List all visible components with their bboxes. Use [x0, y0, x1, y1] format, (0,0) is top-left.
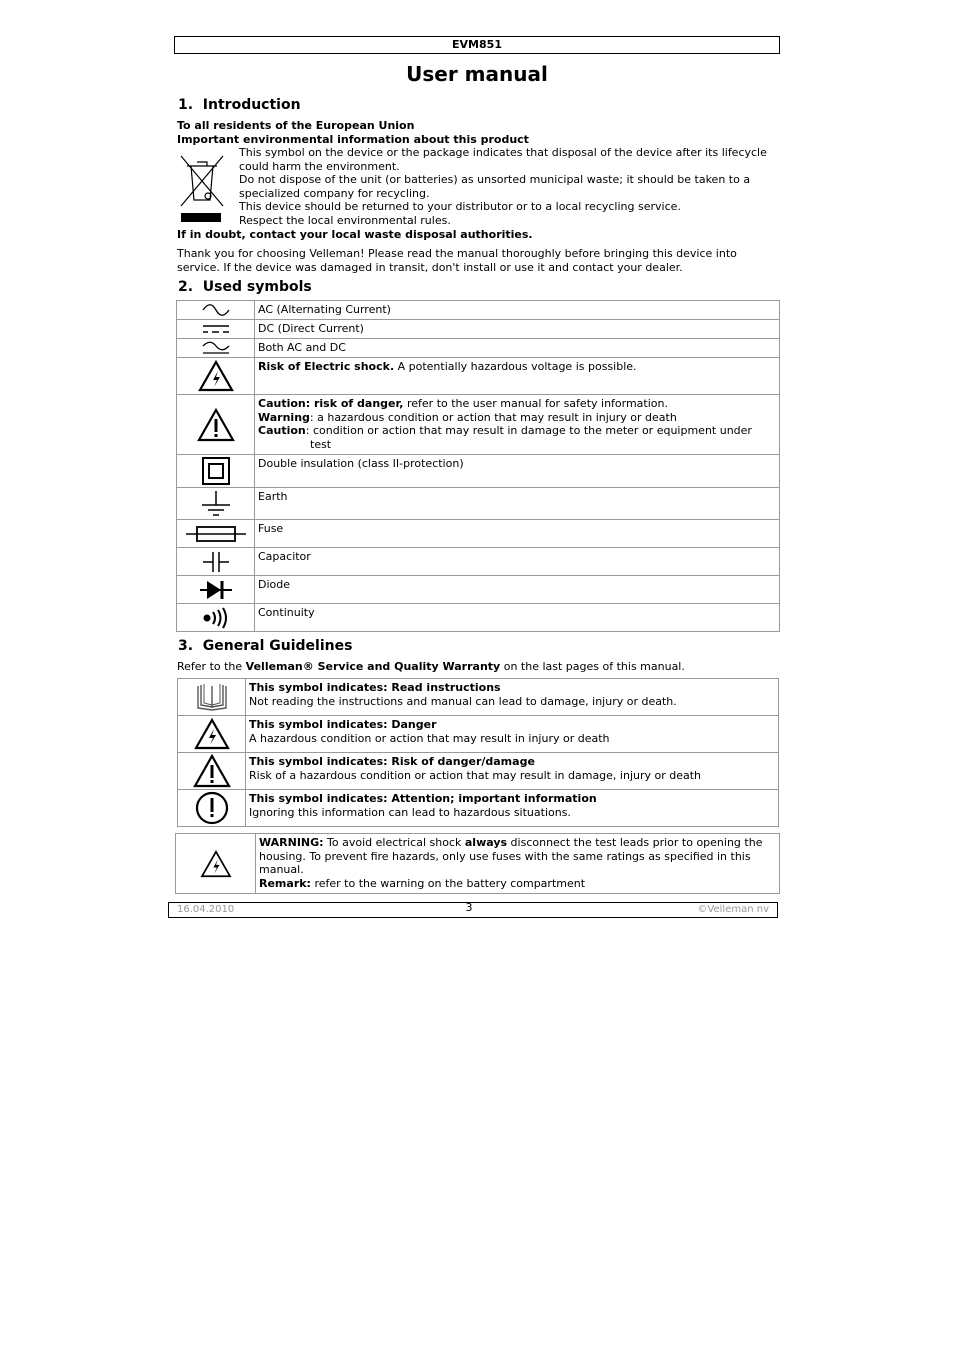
fuse-icon [185, 525, 247, 543]
symbols-table [176, 300, 780, 632]
table-row [177, 488, 780, 520]
page-title: User manual [406, 62, 548, 86]
section-introduction-heading: 1. Introduction [178, 97, 301, 113]
table-row [177, 520, 780, 548]
ref-pre: Refer to the [177, 660, 246, 673]
symbol-double-insulation-text: Double insulation (class II-protection) [255, 455, 780, 488]
warning-text1: To avoid electrical shock [323, 836, 465, 849]
intro-p2: Do not dispose of the unit (or batteries) as unsorted municipal waste; it should be taken to a specialized company for recycling. [239, 173, 751, 200]
intro-paragraphs [239, 146, 771, 228]
guideline-read-title: This symbol indicates: Read instructions [249, 681, 501, 694]
symbol-shock-text: A potentially hazardous voltage is possible. [394, 360, 637, 373]
page-footer [168, 902, 778, 918]
capacitor-icon [201, 550, 231, 574]
symbol-shock-bold: Risk of Electric shock. [258, 360, 395, 373]
intro-line1: To all residents of the European Union [177, 119, 415, 132]
symbol-warning-text: : a hazardous condition or action that may result in injury or death [309, 410, 677, 424]
footer-date: 16.04.2010 [177, 904, 235, 915]
book-instructions-icon [195, 683, 229, 711]
caution-triangle-icon [197, 408, 235, 442]
table-row [177, 320, 780, 339]
guideline-attention-title: This symbol indicates: Attention; important information [249, 792, 597, 805]
guideline-read-text: Not reading the instructions and manual can lead to damage, injury or death. [249, 694, 677, 708]
symbol-continuity-text: Continuity [255, 604, 780, 632]
warning-always: always [464, 836, 508, 849]
attention-circle-icon [195, 791, 229, 825]
table-row [178, 753, 779, 790]
guidelines-table [177, 678, 779, 827]
footer-copyright: ©Velleman nv [697, 904, 769, 915]
guideline-risk-text: Risk of a hazardous condition or action that may result in damage, injury or death [249, 768, 702, 782]
intro-p1: This symbol on the device or the package indicates that disposal of the device after its lifecycle could harm the environment. [239, 146, 767, 173]
warning-text2: disconnect the test leads prior to opening the housing. To prevent fire hazards, only use fuses with the same ratings as specified in this manual. [259, 836, 763, 876]
section-symbols-heading: 2. Used symbols [178, 279, 312, 295]
intro-p3: This device should be returned to your distributor or to a local recycling service. [239, 200, 681, 214]
symbol-caution2-bold: Caution [258, 424, 306, 437]
table-row [177, 548, 780, 576]
table-row [176, 834, 780, 894]
symbol-caution-bold: Caution: risk of danger, [258, 397, 404, 410]
ref-post: on the last pages of this manual. [500, 660, 685, 673]
electric-shock-warning-icon [198, 360, 234, 392]
symbol-earth-text: Earth [255, 488, 780, 520]
intro-p4: Respect the local environmental rules. [239, 213, 451, 227]
section-guidelines-heading: 3. General Guidelines [178, 638, 353, 654]
double-insulation-icon [201, 457, 231, 485]
symbol-fuse-text: Fuse [255, 520, 780, 548]
guideline-danger-title: This symbol indicates: Danger [249, 718, 437, 731]
symbol-capacitor-text: Capacitor [255, 548, 780, 576]
diode-icon [199, 578, 233, 602]
remark-text: refer to the warning on the battery compartment [310, 876, 586, 890]
remark-label: Remark: [259, 876, 311, 890]
warranty-reference [177, 660, 685, 674]
table-row [177, 604, 780, 632]
table-row [177, 301, 780, 320]
danger-shock-icon [194, 718, 230, 750]
table-row [177, 339, 780, 358]
table-row [177, 455, 780, 488]
continuity-icon [201, 606, 231, 630]
symbol-dc-text: DC (Direct Current) [255, 320, 780, 339]
table-row [177, 395, 780, 455]
table-row [178, 790, 779, 827]
ac-icon [201, 304, 231, 316]
warning-box [175, 833, 780, 894]
warning-shock-icon [200, 850, 232, 878]
symbol-diode-text: Diode [255, 576, 780, 604]
symbol-caution-text: refer to the user manual for safety information. [403, 397, 668, 410]
symbol-ac-text: AC (Alternating Current) [255, 301, 780, 320]
page-number: 3 [465, 901, 473, 914]
model-name: EVM851 [452, 38, 502, 51]
table-row [177, 576, 780, 604]
weee-bin-icon [177, 152, 229, 224]
intro-thanks: Thank you for choosing Velleman! Please read the manual thoroughly before bringing this device into service. If the device was damaged in transit, don't install or use it and contact your dealer. [177, 247, 737, 274]
symbol-caution2-cont: test [310, 437, 332, 451]
symbol-caution2-text: : condition or action that may result in damage to the meter or equipment under [305, 424, 752, 437]
symbol-acdc-text: Both AC and DC [255, 339, 780, 358]
intro-line2: Important environmental information about this product [177, 133, 529, 146]
dc-icon [201, 323, 231, 335]
table-row [177, 358, 780, 395]
guideline-risk-title: This symbol indicates: Risk of danger/damage [249, 755, 535, 768]
intro-doubt: If in doubt, contact your local waste disposal authorities. [177, 228, 533, 241]
page-header [174, 36, 780, 54]
warranty-title: Velleman® Service and Quality Warranty [245, 660, 501, 673]
symbol-warning-bold: Warning [258, 410, 310, 424]
risk-triangle-icon [193, 754, 231, 788]
table-row [178, 716, 779, 753]
guideline-attention-text: Ignoring this information can lead to hazardous situations. [249, 805, 571, 819]
guideline-danger-text: A hazardous condition or action that may result in injury or death [249, 731, 610, 745]
warning-label: WARNING: [259, 836, 324, 849]
ac-dc-icon [201, 341, 231, 355]
earth-ground-icon [200, 490, 232, 518]
table-row [178, 679, 779, 716]
